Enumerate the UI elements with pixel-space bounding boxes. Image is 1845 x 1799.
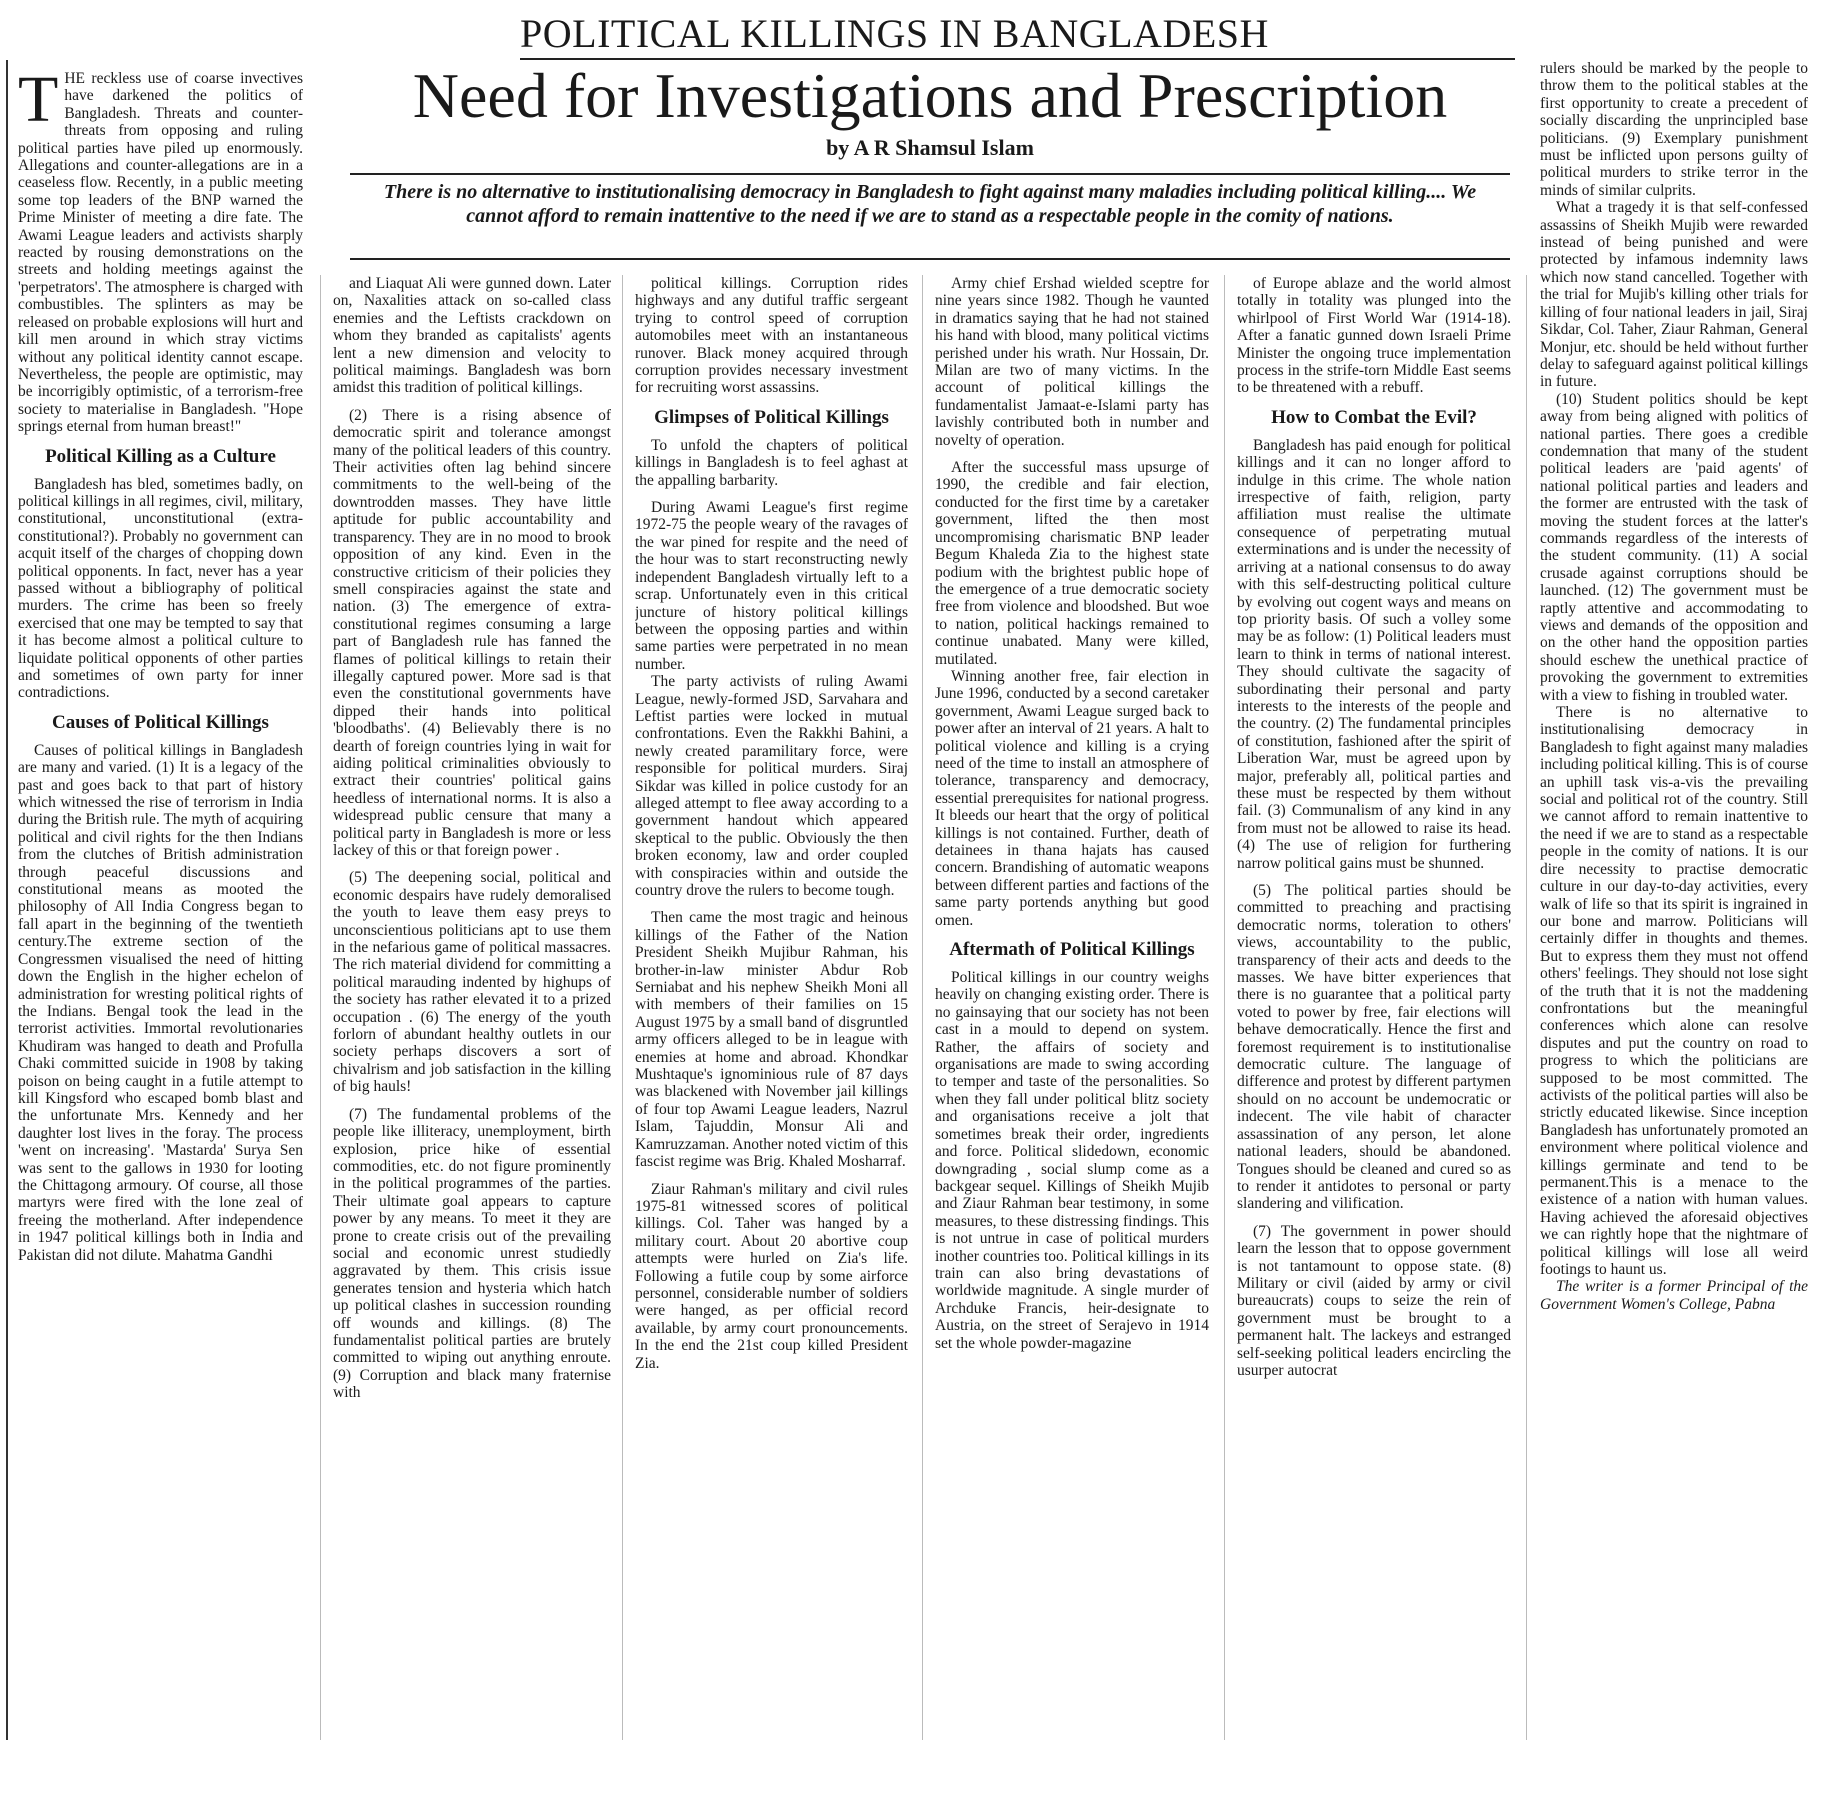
body-paragraph: (5) The political parties should be committed to preaching and practising democratic norms, toleration to others' views, accountability to the public, transparency of their acts and deeds to the masses. We have bitter experiences that there is no guarantee that a political party voted to power by free, fair elections will behave democratically. Hence the first and foremost requirement is to institutionalise democratic culture. The language of difference and protest by different partymen should on no account be undemocratic or indecent. The vile habit of character assassination of any person, let alone national leaders, should be abandoned. Tongues should be cleaned and cured so as to render it antidotes to personal or party slandering and vilification.: [1237, 882, 1511, 1213]
article-column-2: [333, 275, 611, 1745]
byline: by A R Shamsul Islam: [826, 135, 1034, 160]
body-paragraph: and Liaquat Ali were gunned down. Later on, Naxalities attack on so-called class enemies and the Leftists crackdown on whom they branded as capitalists' agents lent a new dimension and velocity to political maimings. Bangladesh was born amidst this tradition of political killings.: [333, 275, 611, 397]
kicker-title: POLITICAL KILLINGS IN BANGLADESH: [520, 11, 1269, 56]
body-paragraph: During Awami League's first regime 1972-75 the people weary of the ravages of the war pined for respite and the need of the hour was to start reconstructing newly independent Bangladesh virtually left to a scrap. Unfortunately even in this critical juncture of history political killings between the opposing parties and within same parties were perpetrated in no mean number.: [635, 499, 908, 673]
body-paragraph: of Europe ablaze and the world almost totally in totality was plunged into the whirlpool of First World War (1914-18). After a fanatic gunned down Israeli Prime Minister the ongoing truce implementation process in the strife-torn Middle East seems to be threatened with a rebuff.: [1237, 275, 1511, 397]
body-paragraph: rulers should be marked by the people to throw them to the political stables at the first opportunity to create a precedent of socially discarding the unprincipled base politicians. (9) Exemplary punishment must be inflicted upon persons guilty of political murders to strike terror in the minds of similar culprits.: [1540, 60, 1808, 199]
body-paragraph: Bangladesh has bled, sometimes badly, on political killings in all regimes, civil, military, constitutional, unconstitutional (extra-constitutional?). Probably no government can acquit itself of the charges of chopping down political opponents. In fact, never has a year passed without a bibliography of political murders. The crime has been so freely exercised that one may be tempted to say that it has become almost a political culture to liquidate political opponents of other parties and sometimes of own party for inner contradictions.: [18, 475, 303, 702]
body-paragraph: Then came the most tragic and heinous killings of the Father of the Nation President Sheikh Mujibur Rahman, his brother-in-law minister Abdur Rob Serniabat and his nephew Sheikh Moni all with members of their families on 15 August 1975 by a small band of disgruntled army officers alleged to be in league with enemies at home and abroad. Khondkar Mushtaque's ignominious rule of 87 days was blackened with November jail killings of four top Awami League leaders, Nazrul Islam, Tajuddin, Monsur Ali and Kamruzzaman. Another noted victim of this fascist regime was Brig. Khaled Mosharraf.: [635, 909, 908, 1171]
column-divider: [922, 275, 923, 1740]
body-paragraph: Political killings in our country weighs heavily on changing existing order. There is no gainsaying that our society has not been cast in a mould to depend on system. Rather, the affairs of society and organisations are made to swing according to temper and taste of the personalities. So when they fall under political blitz society and organisations receive a jolt that sometimes break their order, ingredients and force. Political slidedown, economic downgrading , social slump come as a backgear sequel. Killings of Sheikh Mujib and Ziaur Rahman bear testimony, in some measures, to these distressing findings. This is not untrue in case of political murders inother countries too. Political killings in its train can also bring devastations of worldwide magnitude. A single murder of Archduke Francis, heir-designate to Austria, on the street of Serajevo in 1914 set the whole powder-magazine: [935, 969, 1209, 1352]
author-credit: The writer is a former Principal of the Government Women's College, Pabna: [1540, 1278, 1808, 1313]
standfirst-rule-top: [350, 173, 1510, 175]
section-heading: Causes of Political Killings: [52, 711, 269, 733]
body-paragraph: There is no alternative to institutionalising democracy in Bangladesh to fight against many maladies including political killing. This is of course an uphill task vis-a-vis the prevailing social and political rot of the country. Still we cannot afford to remain inattentive to the need if we are to stand as a respectable people in the comity of nations. It is our dire necessity to practise democratic culture in our day-to-day activities, every walk of life so that its spirit is ingrained in our bone and marrow. Politicians will certainly differ in thoughts and themes. But to express them they must not offend others' feelings. They should not lose sight of the truth that it is not the maddening confrontations but the meaningful conferences which alone can resolve disputes and put the country on road to progress to which the politicians are supposed to be most committed. The activists of the political parties will also be strictly educated likewise. Since inception Bangladesh has unfortunately promoted an environment where political violence and killings germinate and tend to be permanent.This is a menace to the existence of a nation with human values. Having achieved the aforesaid objectives we can rightly hope that the nightmare of political killings will lose all weird footings to haunt us.: [1540, 704, 1808, 1279]
standfirst: There is no alternative to institutionalising democracy in Bangladesh to fight against many maladies including political killing.... We cannot afford to remain inattentive to the need if we are to stand as a respectable people in the comity of nations.: [383, 181, 1477, 227]
body-paragraph: Ziaur Rahman's military and civil rules 1975-81 witnessed scores of political killings. Col. Taher was hanged by a military court. About 20 abortive coup attempts were hurled on Zia's life. Following a futile coup by some airforce personnel, considerable number of soldiers were hanged, as per official record available, by army court pronouncements. In the end the 21st coup killed President Zia.: [635, 1180, 908, 1372]
body-paragraph: Causes of political killings in Bangladesh are many and varied. (1) It is a legacy of the past and goes back to that part of history which witnessed the rise of terrorism in India during the British rule. The myth of acquiring political and civil rights for the then Indians from the clutches of British administration through peaceful discussions and constitutional means as mooted the philosophy of All India Congress began to fall apart in the beginning of the twentieth century.The extreme section of the Congressmen visualised the need of hitting down the English in the higher echelon of administration for wresting political rights of the Indians. Bengal took the lead in the terrorist activities. Immortal revolutionaries Khudiram was hanged to death and Profulla Chaki committed suicide in 1908 by taking poison on being caught in a futile attempt to kill Kingsford who escaped bomb blast and the unfortunate Mrs. Kennedy and her daughter lost lives in the foray. The process 'went on increasing'. 'Mastarda' Surya Sen was sent to the gallows in 1930 for looting the Chittagong armoury. Of course, all those martyrs were fired with the lone zeal of freeing the motherland. After independence in 1947 political killings both in India and Pakistan did not dilute. Mahatma Gandhi: [18, 741, 303, 1264]
column-divider: [1526, 275, 1527, 1740]
body-paragraph: The party activists of ruling Awami League, newly-formed JSD, Sarvahara and Leftist parties were locked in mutual confrontations. Even the Rakkhi Bahini, a newly created paramilitary force, were responsible for political murders. Siraj Sikdar was killed in police custody for an alleged attempt to flee away according to a government handout which appeared skeptical to the public. Obviously the then broken economy, law and order coupled with conspiracies within and outside the country drove the rulers to become tough.: [635, 673, 908, 899]
article-column-4: [935, 275, 1209, 1745]
standfirst-rule-bottom: [350, 258, 1510, 260]
drop-cap: T: [18, 70, 59, 136]
body-paragraph: (10) Student politics should be kept away from being aligned with politics of national parties. There goes a credible condemnation that many of the student political leaders are 'paid agents' of national political parties and leaders and the former are entrusted with the task of moving the student forces at the latter's commands regardless of the interests of the student community. (11) A social crusade against corruptions should be launched. (12) The government must be raptly attentive and accommodating to views and demands of the opposition and on the other hand the opposition parties should eschew the unethical practice of provoking the government to extremities with a view to fishing in troubled water.: [1540, 390, 1808, 704]
section-heading: Aftermath of Political Killings: [949, 939, 1195, 961]
article-column-1: [18, 70, 303, 1745]
column-divider: [622, 275, 623, 1740]
body-paragraph: political killings. Corruption rides highways and any dutiful traffic sergeant trying to control speed of corruption automobiles meet with an instantaneous runover. Black money acquired through corruption provides necessary investment for recruiting worst assassins.: [635, 275, 908, 397]
section-heading: Political Killing as a Culture: [45, 445, 276, 467]
body-paragraph: (7) The government in power should learn the lesson that to oppose government is not tantamount to oppose state. (8) Military or civil (aided by army or civil bureaucrats) coups to seize the rein of government must be brought to a permanent halt. The lackeys and estranged self-seeking political leaders encircling the usurper autocrat: [1237, 1222, 1511, 1379]
left-margin-rule: [6, 60, 8, 1740]
article-column-5: [1237, 275, 1511, 1745]
section-heading: Glimpses of Political Killings: [654, 406, 889, 428]
column-divider: [1224, 275, 1225, 1740]
intro-paragraph: [18, 70, 303, 436]
body-paragraph: After the successful mass upsurge of 1990, the credible and fair election, conducted for the first time by a caretaker government, lifted the then most uncompromising charismatic BNP leader Begum Khaleda Zia to the highest state podium with the brightest public hope of the emergence of a true democratic society free from violence and bloodshed. But woe to nation, political hackings remained to continue unabated. Many were killed, mutilated.: [935, 459, 1209, 668]
headline: Need for Investigations and Prescription: [412, 60, 1448, 131]
body-paragraph: Army chief Ershad wielded sceptre for nine years since 1982. Though he vaunted in dramatics saying that he had not stained his hand with blood, many political victims perished under his wrath. Nur Hossain, Dr. Milan are two of many victims. In the account of political killings the fundamentalist Jamaat-e-Islami party has lavishly contributed both in number and novelty of operation.: [935, 275, 1209, 449]
intro-text: HE reckless use of coarse invectives have darkened the politics of Bangladesh. Threats and counter-threats from opposing and ruling political parties have piled up enormously. Allegations and counter-allegations are in a ceaseless flow. Recently, in a public meeting some top leaders of the BNP warned the Prime Minister of meeting a dire fate. The Awami League leaders and activists sharply reacted by rousing demonstrations on the streets and holding meetings against the 'perpetrators'. The atmosphere is charged with combustibles. The splinters as may be released on probable explosions will hurt and kill men around in which stray victims without any political identity cannot escape. Nevertheless, the people are optimistic, may be incorrigibly optimistic, of a terrorism-free society to materialise in Bangladesh. "Hope springs eternal from human breast!": [18, 70, 303, 436]
column-divider: [320, 275, 321, 1740]
body-paragraph: Winning another free, fair election in June 1996, conducted by a second caretaker government, Awami League surged back to power after an interval of 21 years. A halt to political violence and killing is a crying need of the time to install an atmosphere of tolerance, transparency and democracy, essential prerequisites for national progress. It bleeds our heart that the orgy of political killings is not contained. Further, death of detainees in thana hajats has caused concern. Brandishing of automatic weapons between different parties and factions of the same party portends anything but good omen.: [935, 667, 1209, 929]
body-paragraph: (7) The fundamental problems of the people like illiteracy, unemployment, birth explosion, price hike of essential commodities, etc. do not figure prominently in the political programmes of the parties. Their ultimate goal appears to capture power by any means. To meet it they are prone to create crisis out of the prevailing social and economic unrest studiedly aggravated by them. This crisis issue generates tension and hysteria which hatch up political clashes in succession rounding off wounds and killings. (8) The fundamentalist political parties are brutely committed to wiping out anything enroute. (9) Corruption and black many fraternise with: [333, 1105, 611, 1402]
section-heading: How to Combat the Evil?: [1271, 406, 1477, 428]
body-paragraph: What a tragedy it is that self-confessed assassins of Sheikh Mujib were rewarded instead of being punished and were protected by infamous indemnity laws which now stand cancelled. Together with the trial for Mujib's killing other trials for killing of four national leaders in jail, Siraj Sikdar, Col. Taher, Ziaur Rahman, General Monjur, etc. should be held without further delay to safeguard against political killings in future.: [1540, 199, 1808, 391]
body-paragraph: To unfold the chapters of political killings in Bangladesh is to feel aghast at the appalling barbarity.: [635, 436, 908, 489]
body-paragraph: (2) There is a rising absence of democratic spirit and tolerance amongst many of the political leaders of this country. Their activities often lag behind sincere commitments to the well-being of the downtrodden masses. They have little aptitude for public accountability and transparency. They are in no mood to brook opposition of any kind. Even in the constructive criticism of their policies they smell conspiracies against the state and nation. (3) The emergence of extra-constitutional regimes consuming a large part of Bangladesh rule has fanned the flames of political killings to retain their illegally captured power. More sad is that even the constitutional governments have dipped their hands into political 'bloodbaths'. (4) Believably there is no dearth of foreign countries lying in wait for aiding political criminalities obviously to extract their countries' political gains heedless of international norms. It is also a widespread public censure that many a political party in Bangladesh is more or less lackey of this or that foreign power .: [333, 406, 611, 859]
article-column-6: [1540, 60, 1808, 1745]
body-paragraph: (5) The deepening social, political and economic despairs have rudely demoralised the youth to leave them easy preys to unconscientious politicians apt to use them in the nefarious game of political massacres. The rich material dividend for committing a political marauding indented by highups of the society has rather elevated it to a prized occupation . (6) The energy of the youth forlorn of abundant healthy outlets in our society perhaps discovers a sort of chivalrism and job satisfaction in the killing of big hauls!: [333, 869, 611, 1096]
article-column-3: [635, 275, 908, 1745]
body-paragraph: Bangladesh has paid enough for political killings and it can no longer afford to indulge in this crime. The whole nation irrespective of faith, religion, party affiliation must realise the ultimate consequence of perpetrating mutual exterminations and is under the necessity of arriving at a national consensus to do away with this self-destructing political culture by evolving out cogent ways and means on top priority basis. Of such a volley some may be as follow: (1) Political leaders must learn to think in terms of national interest. They should cultivate the sagacity of subordinating their personal and party interests to the interests of the people and the country. (2) The fundamental principles of constitution, fashioned after the spirit of Liberation War, must be agreed upon by major, preferably all, political parties and these must be respected by them without fail. (3) Communalism of any kind in any from must not be allowed to raise its head. (4) The use of religion for furthering narrow political gains must be shunned.: [1237, 436, 1511, 872]
